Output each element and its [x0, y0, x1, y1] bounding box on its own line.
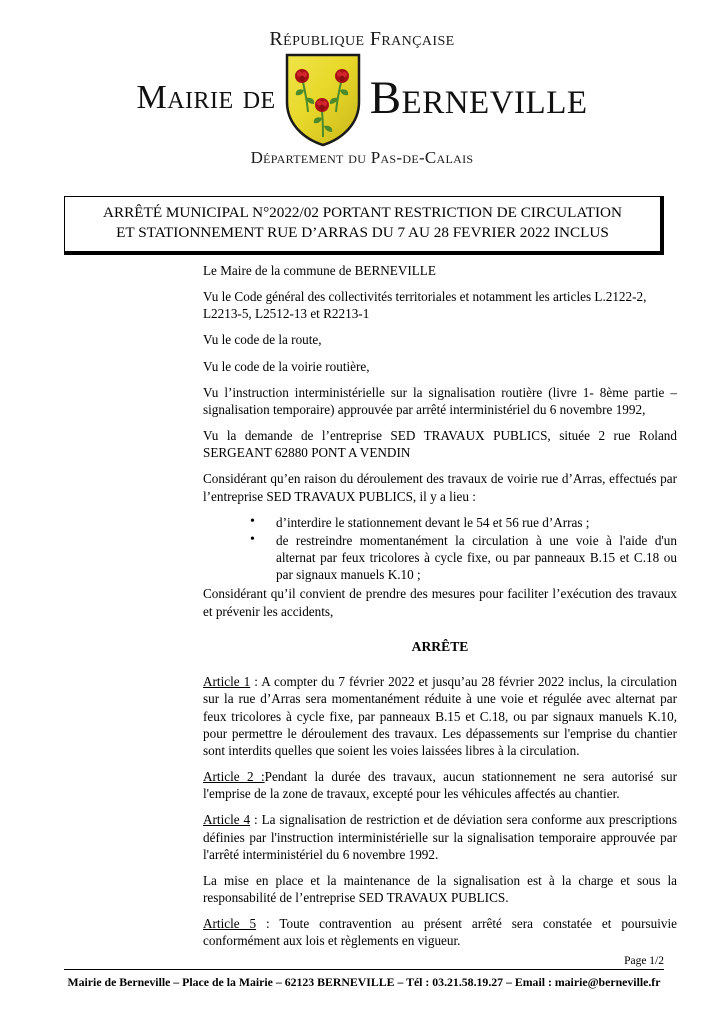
decree-title-line-2: ET STATIONNEMENT RUE D’ARRAS DU 7 AU 28 FEVRIER 2022 INCLUS [116, 224, 609, 242]
article-4-paragraph [203, 811, 677, 862]
article-2-text: Pendant la durée des travaux, aucun stationnement ne sera autorisé sur l'emprise de la zone de travaux, excepté pour les véhicules affectés au chantier. [203, 769, 677, 802]
mayor-intro-paragraph: Le Maire de la commune de BERNEVILLE [203, 263, 436, 278]
page-number: Page 1/2 [624, 955, 664, 967]
decree-title-line-1: ARRÊTÉ MUNICIPAL N°2022/02 PORTANT RESTRICTION DE CIRCULATION [103, 204, 622, 221]
document-footer [64, 955, 664, 990]
considerant-paragraph-1: Considérant qu’en raison du déroulement des travaux de voirie rue d’Arras, effectués par l’entreprise SED TRAVAUX PUBLICS, il y a lieu : [203, 471, 677, 504]
departement-label: Département du Pas-de-Calais [250, 148, 474, 167]
footer-divider [64, 969, 664, 970]
arrete-heading: ARRÊTE [411, 638, 469, 654]
article-1-text: : A compter du 7 février 2022 et jusqu’au 28 février 2022 inclus, la circulation sur la rue d’Arras sera momentanément réduite à une voie et régulée avec alternat par feux tricolores à cycle fixe, par panneaux B.15 et C.18, ou par signaux manuels K.10, pour permettre le déroulement des travaux. Les dépassements sur l'emprise du chantier sont interdits quelles que soient les voies laissées libres à la circulation. [203, 674, 677, 758]
article-2-label: Article 2 : [203, 769, 265, 785]
article-2-paragraph [203, 768, 677, 802]
republic-heading: République Française [269, 28, 455, 50]
shield-three-roses-icon [284, 52, 362, 148]
article-5-label: Article 5 [203, 916, 257, 932]
vu-paragraph-3: Vu le code de la voirie routière, [203, 358, 370, 374]
list-item: • d’interdire le stationnement devant le 54 et 56 rue d’Arras ; [250, 514, 677, 531]
article-4-label: Article 4 [203, 812, 251, 828]
article-5-paragraph [203, 915, 677, 949]
article-1-label: Article 1 [203, 674, 251, 690]
article-4-text: : La signalisation de restriction et de déviation sera conforme aux prescriptions définies par l'instruction interministérielle sur la signalisation temporaire approuvée par l'arrêté interministériel du 6 novembre 1992. [203, 812, 677, 862]
decree-title-box-wrapper [64, 196, 664, 255]
footer-address: Mairie de Berneville – Place de la Mairie – 62123 BERNEVILLE – Tél : 03.21.58.19.27 – Email : mairie@berneville.fr [67, 975, 661, 989]
maintenance-paragraph: La mise en place et la maintenance de la signalisation est à la charge et sous la responsabilité de l’entreprise SED TRAVAUX PUBLICS. [203, 872, 677, 906]
vu-paragraph-1: Vu le Code général des collectivités territoriales et notamment les articles L.2122-2, L2213-5, L2512-13 et R2213-1 [203, 289, 647, 322]
mairie-prefix-label: Mairie de [136, 79, 276, 116]
vu-paragraph-5: Vu la demande de l’entreprise SED TRAVAUX PUBLICS, située 2 rue Roland SERGEANT 62880 PONT A VENDIN [203, 428, 677, 461]
article-5-text: : Toute contravention au présent arrêté sera constatée et poursuivie conformément aux lois et règlements en vigueur. [203, 916, 677, 949]
document-header [0, 0, 724, 186]
measures-bullet-list [203, 514, 677, 584]
vu-paragraph-2: Vu le code de la route, [203, 332, 322, 348]
commune-name-label: Berneville [369, 71, 588, 124]
town-title-row [0, 55, 724, 145]
article-1-paragraph [203, 673, 677, 759]
decree-title-box [64, 196, 664, 255]
list-item: • de restreindre momentanément la circulation à une voie à l'aide d'un alternat par feux tricolores à cycle fixe, ou par panneaux B.15 et C.18 ou par signaux manuels K.10 ; [250, 532, 677, 583]
document-body [203, 262, 677, 959]
vu-paragraph-4: Vu l’instruction interministérielle sur la signalisation routière (livre 1- 8ème partie – signalisation temporaire) approuvée par arrêté interministériel du 6 novembre 1992, [203, 384, 677, 417]
considerant-paragraph-2: Considérant qu’il convient de prendre des mesures pour faciliter l’exécution des travaux et prévenir les accidents, [203, 586, 677, 619]
